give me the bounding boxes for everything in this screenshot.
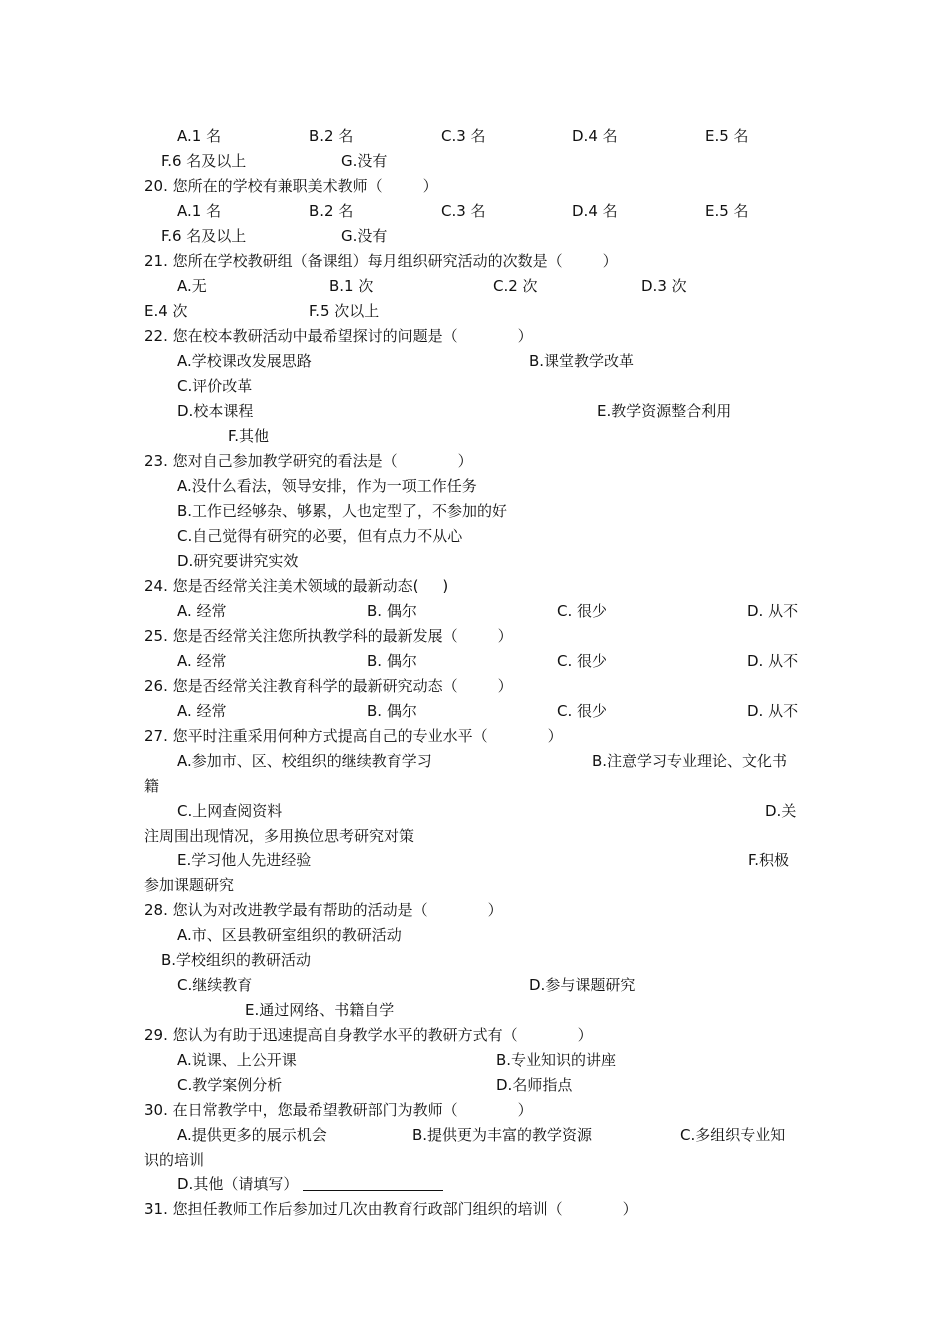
option-c: C.2 次 bbox=[493, 277, 538, 295]
option-d: D.校本课程 bbox=[177, 402, 254, 420]
paren-close: ） bbox=[457, 452, 473, 470]
option-g: G.没有 bbox=[341, 152, 388, 170]
question-text: 您担任教师工作后参加过几次由教育行政部门组织的培训（ bbox=[172, 1200, 563, 1218]
question-text: 您在校本教研活动中最希望探讨的问题是（ bbox=[172, 327, 458, 345]
paren-close: ） bbox=[622, 1200, 638, 1218]
option-d: D. 从不 bbox=[747, 602, 799, 620]
option-b: B.课堂教学改革 bbox=[529, 352, 635, 370]
option-d: D.3 次 bbox=[641, 277, 687, 295]
paren-close: ） bbox=[547, 727, 563, 745]
option-c: C.多组织专业知 bbox=[680, 1126, 786, 1144]
option-f: F.其他 bbox=[228, 427, 269, 445]
question-number: 29. bbox=[144, 1026, 168, 1044]
option-b: B.提供更为丰富的教学资源 bbox=[412, 1126, 593, 1144]
question-number: 28. bbox=[144, 901, 168, 919]
option-e: E.4 次 bbox=[144, 302, 188, 320]
option-c: C.3 名 bbox=[441, 202, 486, 220]
option-b: B.注意学习专业理论、文化书 bbox=[592, 752, 788, 770]
paren-close: ） bbox=[517, 1101, 533, 1119]
option-e: E.学习他人先进经验 bbox=[177, 851, 312, 869]
option-c: C.教学案例分析 bbox=[177, 1076, 283, 1094]
question-text: 您认为对改进教学最有帮助的活动是（ bbox=[172, 901, 428, 919]
question-text: 您所在学校教研组（备课组）每月组织研究活动的次数是（ bbox=[172, 252, 563, 270]
option-a: A.没什么看法，领导安排，作为一项工作任务 bbox=[177, 477, 477, 495]
question-text: 您是否经常关注教育科学的最新研究动态（ bbox=[172, 677, 458, 695]
option-a: A.说课、上公开课 bbox=[177, 1051, 297, 1069]
question-text: 您是否经常关注您所执教学科的最新发展（ bbox=[172, 627, 458, 645]
question-number: 24. bbox=[144, 577, 168, 595]
option-a: A.1 名 bbox=[177, 127, 222, 145]
question-25 bbox=[144, 624, 513, 649]
question-number: 21. bbox=[144, 252, 168, 270]
option-d: D.关 bbox=[765, 802, 797, 820]
paren-close: ） bbox=[487, 901, 503, 919]
paren-close: ） bbox=[422, 177, 438, 195]
option-d-continued: 注周围出现情况，多用换位思考研究对策 bbox=[144, 827, 415, 845]
option-b: B.专业知识的讲座 bbox=[496, 1051, 617, 1069]
question-21 bbox=[144, 249, 618, 274]
option-c: C.评价改革 bbox=[177, 377, 253, 395]
question-text: 您对自己参加教学研究的看法是（ bbox=[172, 452, 398, 470]
question-number: 26. bbox=[144, 677, 168, 695]
question-text: 在日常教学中，您最希望教研部门为教师（ bbox=[172, 1101, 458, 1119]
option-a: A. 经常 bbox=[177, 602, 227, 620]
option-a: A.学校课改发展思路 bbox=[177, 352, 312, 370]
question-22 bbox=[144, 324, 533, 349]
option-e: E.通过网络、书籍自学 bbox=[245, 1001, 395, 1019]
option-d: D. 从不 bbox=[747, 652, 799, 670]
option-c-continued: 识的培训 bbox=[144, 1151, 205, 1169]
option-d: D.参与课题研究 bbox=[529, 976, 636, 994]
question-29 bbox=[144, 1023, 593, 1048]
option-c: C.自己觉得有研究的必要，但有点力不从心 bbox=[177, 527, 463, 545]
option-c: C. 很少 bbox=[557, 702, 608, 720]
question-text: 您是否经常关注美术领域的最新动态( bbox=[172, 577, 419, 595]
option-a: A.市、区县教研室组织的教研活动 bbox=[177, 926, 402, 944]
option-e: E.5 名 bbox=[705, 202, 749, 220]
option-d bbox=[177, 1172, 443, 1197]
option-g: G.没有 bbox=[341, 227, 388, 245]
question-text: 您平时注重采用何种方式提高自己的专业水平（ bbox=[172, 727, 488, 745]
option-c: C.上网查阅资料 bbox=[177, 802, 283, 820]
option-d-label: D.其他（请填写） bbox=[177, 1175, 299, 1193]
option-b-continued: 籍 bbox=[144, 777, 160, 795]
option-b: B. 偶尔 bbox=[367, 702, 417, 720]
option-d: D.4 名 bbox=[572, 127, 618, 145]
question-28 bbox=[144, 898, 503, 923]
option-d: D.4 名 bbox=[572, 202, 618, 220]
paren-close: ) bbox=[442, 577, 449, 595]
option-d: D.研究要讲究实效 bbox=[177, 552, 299, 570]
option-a: A. 经常 bbox=[177, 702, 227, 720]
option-b: B.2 名 bbox=[309, 202, 354, 220]
question-31 bbox=[144, 1197, 638, 1222]
paren-close: ） bbox=[602, 252, 618, 270]
question-number: 30. bbox=[144, 1101, 168, 1119]
option-c: C. 很少 bbox=[557, 652, 608, 670]
paren-close: ） bbox=[577, 1026, 593, 1044]
question-number: 25. bbox=[144, 627, 168, 645]
question-number: 23. bbox=[144, 452, 168, 470]
question-24 bbox=[144, 574, 448, 599]
option-a: A. 经常 bbox=[177, 652, 227, 670]
question-number: 20. bbox=[144, 177, 168, 195]
option-c: C.继续教育 bbox=[177, 976, 253, 994]
question-23 bbox=[144, 449, 473, 474]
option-e: E.5 名 bbox=[705, 127, 749, 145]
option-a: A.无 bbox=[177, 277, 207, 295]
option-c: C.3 名 bbox=[441, 127, 486, 145]
option-b: B. 偶尔 bbox=[367, 602, 417, 620]
option-f: F.积极 bbox=[748, 851, 789, 869]
question-20 bbox=[144, 174, 438, 199]
option-c: C. 很少 bbox=[557, 602, 608, 620]
option-a: A.提供更多的展示机会 bbox=[177, 1126, 327, 1144]
fill-in-line[interactable] bbox=[303, 1176, 443, 1191]
question-text: 您所在的学校有兼职美术教师（ bbox=[172, 177, 383, 195]
question-number: 31. bbox=[144, 1200, 168, 1218]
option-b: B. 偶尔 bbox=[367, 652, 417, 670]
option-f: F.6 名及以上 bbox=[161, 152, 247, 170]
question-26 bbox=[144, 674, 513, 699]
question-number: 27. bbox=[144, 727, 168, 745]
question-text: 您认为有助于迅速提高自身教学水平的教研方式有（ bbox=[172, 1026, 518, 1044]
question-number: 22. bbox=[144, 327, 168, 345]
option-b: B.学校组织的教研活动 bbox=[161, 951, 312, 969]
option-a: A.1 名 bbox=[177, 202, 222, 220]
paren-close: ） bbox=[497, 677, 513, 695]
question-27 bbox=[144, 724, 563, 749]
option-b: B.2 名 bbox=[309, 127, 354, 145]
paren-close: ） bbox=[497, 627, 513, 645]
option-b: B.工作已经够杂、够累，人也定型了，不参加的好 bbox=[177, 502, 508, 520]
option-f: F.5 次以上 bbox=[309, 302, 380, 320]
option-f: F.6 名及以上 bbox=[161, 227, 247, 245]
option-e: E.教学资源整合利用 bbox=[597, 402, 732, 420]
question-30 bbox=[144, 1098, 533, 1123]
option-d: D. 从不 bbox=[747, 702, 799, 720]
option-d: D.名师指点 bbox=[496, 1076, 573, 1094]
option-f-continued: 参加课题研究 bbox=[144, 876, 235, 894]
option-b: B.1 次 bbox=[329, 277, 374, 295]
paren-close: ） bbox=[517, 327, 533, 345]
option-a: A.参加市、区、校组织的继续教育学习 bbox=[177, 752, 432, 770]
